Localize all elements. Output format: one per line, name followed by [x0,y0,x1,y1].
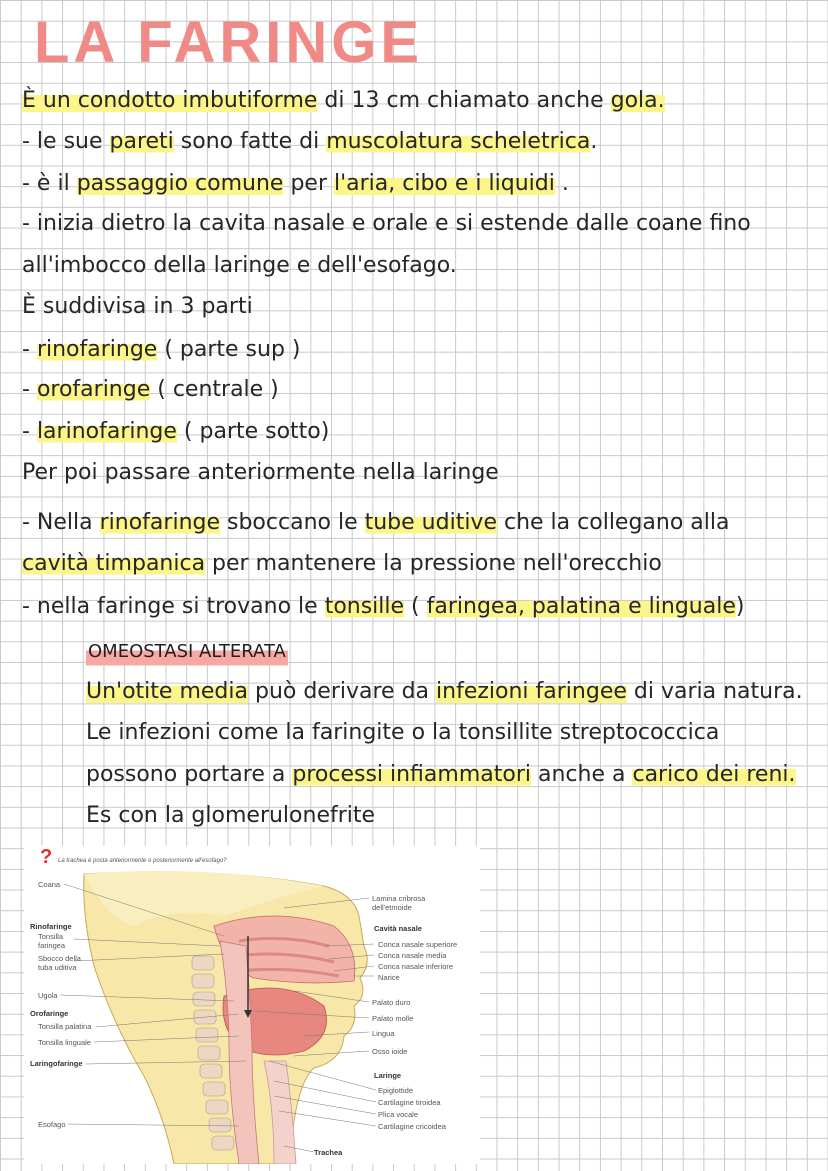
text: all'imbocco della laringe e dell'esofago. [22,253,457,278]
label-palato-duro: Palato duro [372,998,411,1007]
highlighted-text: carico dei reni. [632,762,796,787]
label-plica-vocale: Plica vocale [378,1110,419,1119]
omeostasi-line [86,802,375,830]
note-line [22,252,457,280]
highlighted-text: rinofaringe [36,337,158,362]
text: Le infezioni come la faringite o la tonsillite streptococcica [86,720,720,745]
note-line [22,509,730,537]
label-rinofaringe: Rinofaringe [30,922,72,931]
text: per [283,171,334,196]
text: Per poi passare anteriormente nella laringe [22,460,499,485]
text: di 13 cm chiamato anche [317,88,611,113]
label-cavita-nasale: Cavità nasale [374,924,422,933]
text: - le sue [22,129,110,154]
text: - [22,377,37,402]
highlighted-text: pareti [109,129,174,154]
label-laringe: Laringe [374,1071,402,1080]
label-esofago: Esofago [38,1120,66,1129]
text: - [22,337,37,362]
text: Es con la glomerulonefrite [86,803,376,828]
highlighted-text: faringea, palatina e linguale [426,594,736,619]
pharynx-diagram [24,846,480,1164]
text: - [22,419,37,444]
text: possono portare a [86,762,293,787]
note-line [22,87,665,115]
note-line [22,550,662,578]
highlighted-text: muscolatura scheletrica [326,129,591,154]
note-line [22,376,279,404]
highlighted-text: gola. [610,88,665,113]
label-tonsilla-faringea: Tonsilla faringea [38,932,66,950]
note-line [22,459,499,487]
label-conca-superiore: Conca nasale superiore [378,940,458,949]
text: ( centrale ) [150,377,279,402]
omeostasi-line [86,761,796,789]
text: . [554,171,569,196]
text: per mantenere la pressione nell'orecchio [205,551,662,576]
label-cartilagine-cricoidea: Cartilagine cricoidea [378,1122,446,1131]
text: che la collegano alla [497,510,730,535]
text: anche a [531,762,633,787]
highlighted-text: È un condotto imbutiforme [22,88,318,113]
highlighted-text: processi infiammatori [292,762,531,787]
question-mark-icon: ? [40,846,53,868]
label-ugola: Ugola [38,991,58,1000]
text: - è il [22,171,77,196]
text: - inizia dietro la cavita nasale e orale e si estende dalle coane fino [22,211,751,236]
highlighted-text: larinofaringe [36,419,177,444]
label-orofaringe: Orofaringe [30,1009,69,1018]
text: È suddivisa in 3 parti [22,294,253,319]
label-conca-media: Conca nasale media [378,951,447,960]
highlighted-text: tonsille [324,594,405,619]
highlighted-text: rinofaringe [99,510,221,535]
label-coana: Coana [38,880,61,889]
text: può derivare da [247,679,437,704]
label-narice: Narice [378,973,400,982]
text: ( [404,594,427,619]
label-lingua: Lingua [372,1029,395,1038]
omeostasi-box-title: OMEOSTASI ALTERATA [86,636,288,668]
note-line [22,593,744,621]
text: - nella faringe si trovano le [22,594,325,619]
highlighted-text: infezioni faringee [436,679,627,704]
text: - Nella [22,510,100,535]
highlighted-text: tube uditive [364,510,497,535]
label-palato-molle: Palato molle [372,1014,414,1023]
note-line [22,336,301,364]
label-tonsilla-linguale: Tonsilla linguale [38,1038,91,1047]
text: ( parte sup ) [157,337,301,362]
omeostasi-line [86,719,719,747]
note-line [22,418,329,446]
label-epiglottide: Epiglottide [378,1086,414,1095]
label-conca-inferiore: Conca nasale inferiore [378,962,454,971]
note-line [22,170,569,198]
text: sboccano le [220,510,365,535]
note-line [22,293,253,321]
page-title [34,8,423,78]
note-line [22,210,751,238]
title-text: LA FARINGE [34,10,424,75]
note-line [22,128,597,156]
text: sono fatte di [173,129,327,154]
label-laringofaringe: Laringofaringe [30,1059,83,1068]
text: di varia natura. [626,679,803,704]
label-lamina-cribrosa: Lamina cribrosa dell'etmoide [372,894,426,912]
label-sbocco-tuba: Sbocco della tuba uditiva [38,954,81,972]
label-tonsilla-palatina: Tonsilla palatina [38,1022,92,1031]
label-osso-ioide: Osso ioide [372,1047,408,1056]
figure-question: La trachea è posta anteriormente o posteriormente all'esofago? [58,858,227,864]
text: ) [735,594,745,619]
omeostasi-line [86,678,803,706]
highlighted-text: passaggio comune [76,171,284,196]
highlighted-text: Un'otite media [86,679,248,704]
highlighted-text: l'aria, cibo e i liquidi [333,171,555,196]
highlighted-text: orofaringe [36,377,151,402]
highlighted-text: cavità timpanica [22,551,206,576]
text: ( parte sotto) [176,419,330,444]
label-trachea: Trachea [314,1148,343,1157]
text: . [590,129,598,154]
label-cartilagine-tiroidea: Cartilagine tiroidea [378,1098,441,1107]
